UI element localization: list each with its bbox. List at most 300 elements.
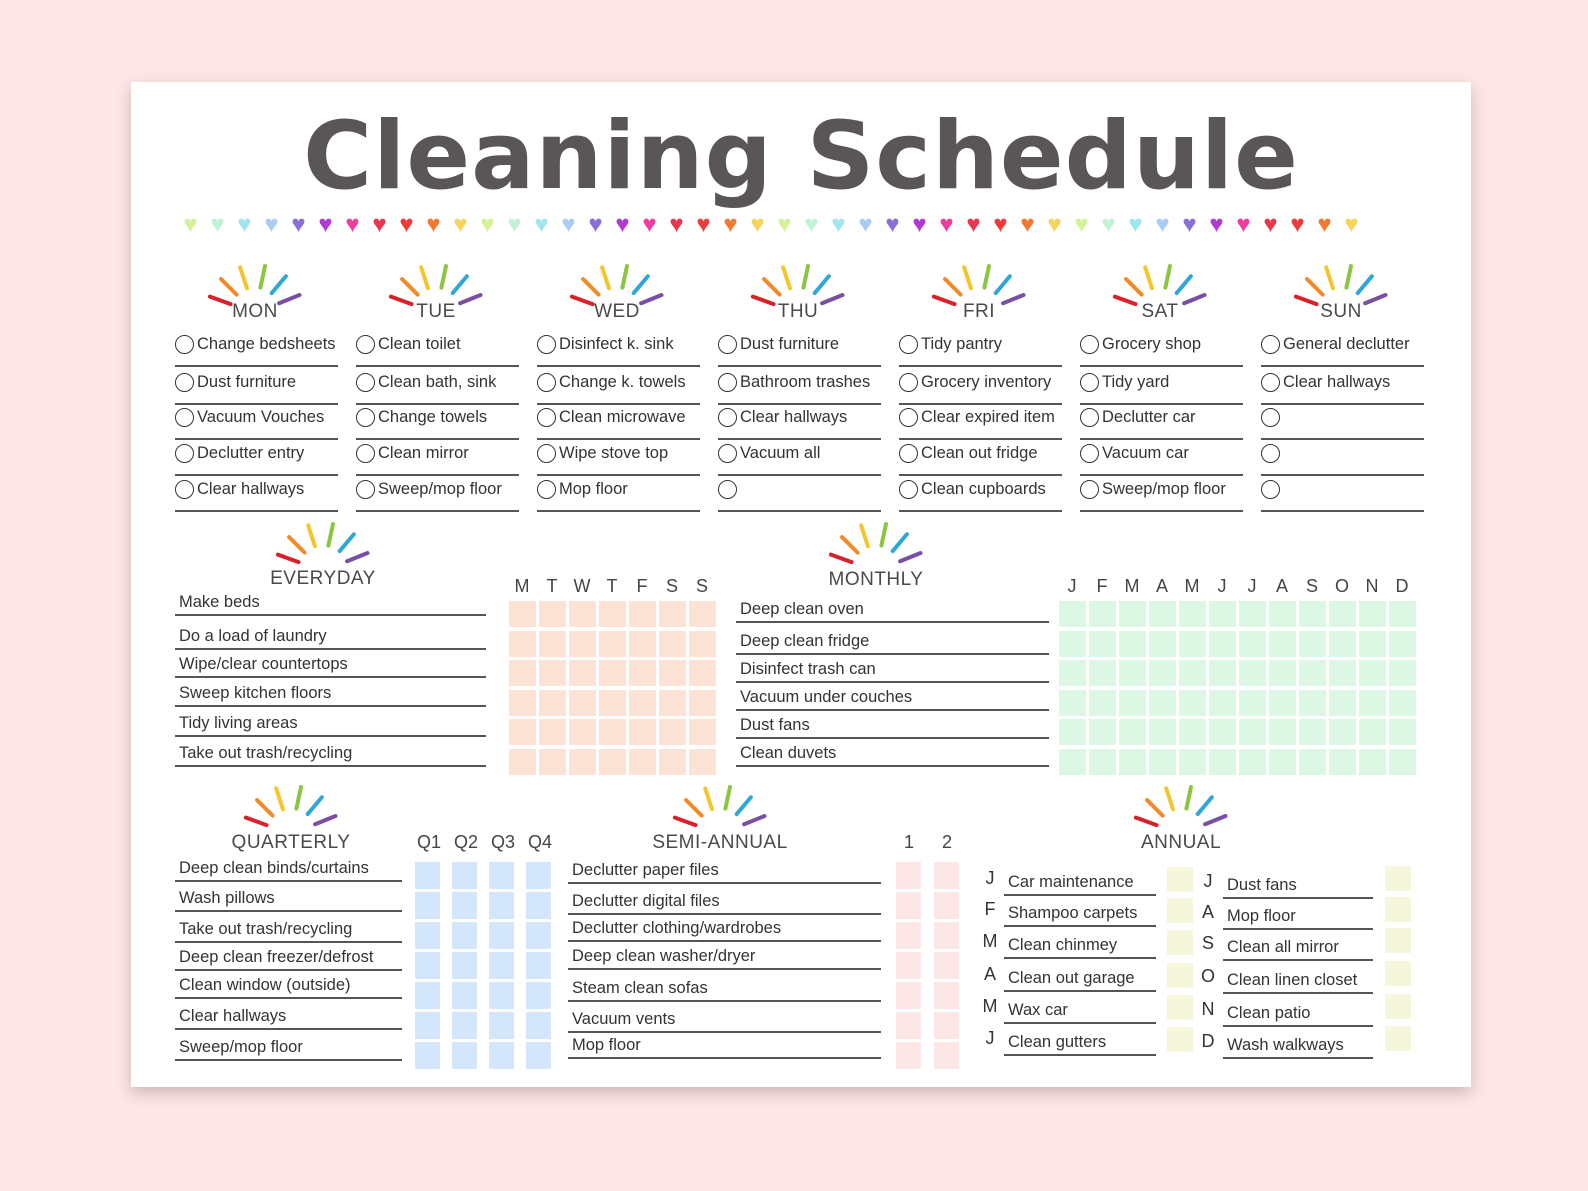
task-checkbox[interactable]	[1261, 444, 1280, 463]
quarterly-check-cell[interactable]	[489, 1042, 514, 1069]
task-checkbox[interactable]	[1261, 373, 1280, 392]
day-task-row	[356, 438, 519, 476]
rainbow-ray	[289, 537, 305, 553]
task-checkbox[interactable]	[356, 335, 375, 354]
quarterly-header: QUARTERLY	[231, 832, 351, 853]
task-checkbox[interactable]	[899, 373, 918, 392]
task-checkbox[interactable]	[537, 373, 556, 392]
quarterly-check-cell[interactable]	[452, 892, 477, 919]
monthly-check-cell[interactable]	[1209, 690, 1236, 716]
rainbow-ray	[441, 266, 446, 288]
monthly-check-cell[interactable]	[1389, 690, 1416, 716]
monthly-check-cell[interactable]	[1149, 719, 1176, 745]
task-checkbox[interactable]	[1080, 408, 1099, 427]
everyday-check-cell[interactable]	[659, 660, 686, 686]
annual-month-letter: A	[1201, 902, 1214, 922]
task-label: Deep clean washer/dryer	[572, 947, 756, 965]
rainbow-ray	[964, 267, 971, 288]
task-label: Clear hallways	[740, 408, 848, 426]
monthly-check-cell[interactable]	[1389, 660, 1416, 686]
task-checkbox[interactable]	[718, 480, 737, 499]
semiannual-check-cell[interactable]	[896, 1042, 921, 1069]
annual-check-cell[interactable]	[1385, 897, 1411, 922]
month-column-label: J	[1247, 576, 1257, 596]
task-checkbox[interactable]	[175, 444, 194, 463]
annual-check-cell[interactable]	[1385, 961, 1411, 986]
day-task-row	[899, 474, 1062, 512]
semiannual-check-cell[interactable]	[896, 952, 921, 979]
monthly-check-cell[interactable]	[1239, 660, 1266, 686]
semiannual-check-cell[interactable]	[934, 982, 959, 1009]
quarterly-check-cell[interactable]	[415, 952, 440, 979]
rainbow-ray	[1186, 787, 1191, 809]
monthly-check-cell[interactable]	[1239, 631, 1266, 657]
everyday-check-cell[interactable]	[599, 690, 626, 716]
monthly-check-cell[interactable]	[1269, 601, 1296, 627]
rainbow-ray	[783, 267, 790, 288]
monthly-check-cell[interactable]	[1149, 631, 1176, 657]
task-checkbox[interactable]	[1261, 480, 1280, 499]
task-label: Clean linen closet	[1227, 971, 1358, 989]
quarterly-check-cell[interactable]	[526, 922, 551, 949]
task-label: Tidy pantry	[921, 335, 1003, 353]
rainbow-ray	[622, 266, 627, 288]
task-checkbox[interactable]	[175, 335, 194, 354]
everyday-check-cell[interactable]	[629, 631, 656, 657]
monthly-check-cell[interactable]	[1179, 749, 1206, 775]
day-task-row	[356, 474, 519, 512]
task-label: Declutter car	[1102, 408, 1196, 426]
monthly-check-cell[interactable]	[1239, 690, 1266, 716]
rainbow-ray	[328, 524, 333, 546]
task-checkbox[interactable]	[356, 480, 375, 499]
monthly-check-cell[interactable]	[1179, 631, 1206, 657]
heart-icon: ♥	[777, 211, 792, 238]
everyday-check-cell[interactable]	[569, 719, 596, 745]
semiannual-check-cell[interactable]	[896, 1012, 921, 1039]
task-label: Clean out fridge	[921, 444, 1038, 462]
quarterly-check-cell[interactable]	[452, 952, 477, 979]
month-column-label: A	[1275, 576, 1288, 596]
monthly-check-cell[interactable]	[1269, 749, 1296, 775]
everyday-check-cell[interactable]	[509, 660, 536, 686]
day-task-row	[1080, 329, 1243, 367]
quarterly-task-row	[175, 852, 402, 882]
everyday-check-cell[interactable]	[659, 601, 686, 627]
monthly-check-cell[interactable]	[1209, 631, 1236, 657]
quarterly-check-cell[interactable]	[415, 1042, 440, 1069]
monthly-check-cell[interactable]	[1329, 749, 1356, 775]
task-checkbox[interactable]	[718, 335, 737, 354]
semiannual-check-cell[interactable]	[896, 892, 921, 919]
semiannual-check-cell[interactable]	[896, 922, 921, 949]
monthly-check-cell[interactable]	[1149, 601, 1176, 627]
semiannual-check-cell[interactable]	[934, 1012, 959, 1039]
quarterly-check-cell[interactable]	[526, 862, 551, 889]
monthly-check-cell[interactable]	[1089, 660, 1116, 686]
heart-icon: ♥	[561, 211, 576, 238]
everyday-check-cell[interactable]	[629, 601, 656, 627]
quarterly-check-cell[interactable]	[452, 1042, 477, 1069]
task-label: Mop floor	[1227, 907, 1296, 925]
everyday-check-cell[interactable]	[599, 660, 626, 686]
annual-month-letter: A	[983, 964, 996, 984]
everyday-check-cell[interactable]	[569, 690, 596, 716]
page-title: Cleaning Schedule	[303, 102, 1299, 211]
heart-icon: ♥	[669, 211, 684, 238]
everyday-check-cell[interactable]	[689, 631, 716, 657]
semiannual-check-cell[interactable]	[934, 892, 959, 919]
heart-icon: ♥	[642, 211, 657, 238]
everyday-check-cell[interactable]	[539, 601, 566, 627]
monthly-check-cell[interactable]	[1059, 601, 1086, 627]
everyday-check-cell[interactable]	[689, 601, 716, 627]
monthly-check-cell[interactable]	[1059, 660, 1086, 686]
monthly-check-cell[interactable]	[1299, 601, 1326, 627]
annual-check-cell[interactable]	[1167, 1027, 1193, 1052]
monthly-check-cell[interactable]	[1359, 690, 1386, 716]
task-checkbox[interactable]	[1261, 408, 1280, 427]
day-task-row	[718, 438, 881, 476]
day-task-row	[718, 402, 881, 440]
monthly-check-cell[interactable]	[1119, 749, 1146, 775]
monthly-check-cell[interactable]	[1329, 631, 1356, 657]
task-checkbox[interactable]	[356, 408, 375, 427]
quarterly-check-cell[interactable]	[526, 892, 551, 919]
task-checkbox[interactable]	[356, 444, 375, 463]
day-header-mon: MON	[232, 301, 278, 322]
task-checkbox[interactable]	[1080, 335, 1099, 354]
rainbow-ray	[453, 276, 467, 293]
task-checkbox[interactable]	[537, 408, 556, 427]
monthly-check-cell[interactable]	[1359, 601, 1386, 627]
heart-icon: ♥	[858, 211, 873, 238]
everyday-check-cell[interactable]	[569, 660, 596, 686]
everyday-check-cell[interactable]	[689, 660, 716, 686]
annual-task-row	[1004, 1026, 1156, 1056]
day-task-row	[718, 474, 881, 512]
monthly-check-cell[interactable]	[1389, 749, 1416, 775]
day-task-row	[1080, 367, 1243, 405]
semiannual-header: SEMI-ANNUAL	[652, 832, 788, 853]
annual-check-cell[interactable]	[1167, 963, 1193, 988]
annual-check-cell[interactable]	[1385, 928, 1411, 953]
weekday-column-label: T	[546, 576, 558, 596]
rainbow-burst-icon	[236, 780, 346, 828]
task-label: Disinfect trash can	[740, 660, 876, 678]
monthly-check-cell[interactable]	[1059, 719, 1086, 745]
task-label: Dust fans	[1227, 876, 1297, 894]
heart-icon: ♥	[264, 211, 279, 238]
quarterly-check-cell[interactable]	[489, 982, 514, 1009]
rainbow-ray	[803, 266, 808, 288]
monthly-task-row	[736, 681, 1049, 711]
monthly-check-cell[interactable]	[1359, 631, 1386, 657]
annual-month-letter: M	[982, 931, 998, 951]
monthly-check-cell[interactable]	[1269, 631, 1296, 657]
task-checkbox[interactable]	[899, 480, 918, 499]
monthly-check-cell[interactable]	[1359, 749, 1386, 775]
day-task-row	[899, 367, 1062, 405]
monthly-check-cell[interactable]	[1119, 601, 1146, 627]
monthly-check-cell[interactable]	[1329, 719, 1356, 745]
annual-check-cell[interactable]	[1385, 1026, 1411, 1051]
monthly-check-cell[interactable]	[1119, 660, 1146, 686]
annual-check-cell[interactable]	[1167, 930, 1193, 955]
everyday-check-cell[interactable]	[509, 631, 536, 657]
annual-check-cell[interactable]	[1385, 994, 1411, 1019]
semiannual-check-cell[interactable]	[934, 922, 959, 949]
monthly-check-cell[interactable]	[1209, 749, 1236, 775]
task-checkbox[interactable]	[175, 480, 194, 499]
everyday-check-cell[interactable]	[599, 719, 626, 745]
heart-icon: ♥	[588, 211, 603, 238]
quarterly-check-cell[interactable]	[489, 862, 514, 889]
monthly-check-cell[interactable]	[1389, 601, 1416, 627]
month-column-label: M	[1124, 576, 1140, 596]
monthly-check-cell[interactable]	[1269, 719, 1296, 745]
monthly-check-cell[interactable]	[1089, 690, 1116, 716]
task-checkbox[interactable]	[1261, 335, 1280, 354]
quarterly-check-cell[interactable]	[452, 982, 477, 1009]
everyday-check-cell[interactable]	[539, 631, 566, 657]
quarterly-check-cell[interactable]	[526, 982, 551, 1009]
task-label: Deep clean oven	[740, 600, 864, 618]
monthly-check-cell[interactable]	[1329, 601, 1356, 627]
everyday-check-cell[interactable]	[509, 719, 536, 745]
monthly-check-cell[interactable]	[1149, 660, 1176, 686]
rainbow-ray	[1177, 276, 1191, 293]
monthly-check-cell[interactable]	[1179, 601, 1206, 627]
everyday-check-cell[interactable]	[689, 749, 716, 775]
everyday-check-cell[interactable]	[539, 660, 566, 686]
quarter-column-label: Q3	[490, 832, 515, 852]
task-label: Car maintenance	[1008, 873, 1134, 891]
task-checkbox[interactable]	[356, 373, 375, 392]
rainbow-ray	[278, 555, 299, 563]
rainbow-ray	[1346, 266, 1351, 288]
everyday-check-cell[interactable]	[629, 749, 656, 775]
weekday-column-label: F	[636, 576, 648, 596]
weekday-column-label: S	[695, 576, 708, 596]
quarterly-check-cell[interactable]	[415, 1012, 440, 1039]
monthly-check-cell[interactable]	[1179, 690, 1206, 716]
everyday-check-cell[interactable]	[569, 749, 596, 775]
quarterly-check-cell[interactable]	[415, 922, 440, 949]
weekday-column-label: W	[573, 576, 591, 596]
monthly-check-cell[interactable]	[1149, 749, 1176, 775]
semiannual-check-cell[interactable]	[934, 952, 959, 979]
task-checkbox[interactable]	[718, 444, 737, 463]
monthly-check-cell[interactable]	[1299, 660, 1326, 686]
monthly-check-cell[interactable]	[1209, 660, 1236, 686]
task-checkbox[interactable]	[537, 444, 556, 463]
quarterly-check-cell[interactable]	[526, 952, 551, 979]
monthly-check-cell[interactable]	[1239, 601, 1266, 627]
everyday-check-cell[interactable]	[539, 749, 566, 775]
task-label: Disinfect k. sink	[559, 335, 674, 353]
task-checkbox[interactable]	[718, 373, 737, 392]
monthly-check-cell[interactable]	[1269, 660, 1296, 686]
everyday-check-cell[interactable]	[569, 601, 596, 627]
heart-icon: ♥	[480, 211, 495, 238]
monthly-check-cell[interactable]	[1209, 719, 1236, 745]
monthly-check-cell[interactable]	[1119, 719, 1146, 745]
annual-check-cell[interactable]	[1385, 866, 1411, 891]
rainbow-ray	[347, 553, 367, 561]
monthly-check-cell[interactable]	[1059, 749, 1086, 775]
monthly-check-cell[interactable]	[1329, 660, 1356, 686]
semiannual-check-cell[interactable]	[934, 862, 959, 889]
everyday-check-cell[interactable]	[539, 690, 566, 716]
task-checkbox[interactable]	[1080, 444, 1099, 463]
month-column-label: F	[1096, 576, 1108, 596]
monthly-check-cell[interactable]	[1089, 749, 1116, 775]
monthly-check-cell[interactable]	[1089, 601, 1116, 627]
rainbow-ray	[1126, 279, 1142, 295]
annual-month-letter: S	[1201, 933, 1214, 953]
everyday-check-cell[interactable]	[599, 601, 626, 627]
everyday-check-cell[interactable]	[629, 690, 656, 716]
monthly-check-cell[interactable]	[1119, 631, 1146, 657]
annual-check-cell[interactable]	[1167, 867, 1193, 892]
quarterly-check-cell[interactable]	[415, 862, 440, 889]
quarterly-check-cell[interactable]	[452, 862, 477, 889]
quarterly-check-cell[interactable]	[415, 892, 440, 919]
heart-icon: ♥	[1155, 211, 1170, 238]
monthly-check-cell[interactable]	[1299, 749, 1326, 775]
everyday-check-cell[interactable]	[659, 719, 686, 745]
task-label: Dust furniture	[740, 335, 840, 353]
everyday-task-row	[175, 648, 486, 678]
monthly-check-cell[interactable]	[1089, 719, 1116, 745]
rainbow-ray	[815, 276, 829, 293]
monthly-check-cell[interactable]	[1389, 631, 1416, 657]
everyday-check-cell[interactable]	[659, 690, 686, 716]
annual-check-cell[interactable]	[1167, 995, 1193, 1020]
everyday-check-cell[interactable]	[599, 749, 626, 775]
rainbow-ray	[257, 800, 273, 816]
task-label: Do a load of laundry	[179, 627, 327, 645]
monthly-check-cell[interactable]	[1299, 631, 1326, 657]
monthly-check-cell[interactable]	[1359, 719, 1386, 745]
monthly-check-cell[interactable]	[1299, 719, 1326, 745]
quarterly-check-cell[interactable]	[452, 1012, 477, 1039]
task-checkbox[interactable]	[537, 335, 556, 354]
month-column-label: D	[1395, 576, 1409, 596]
monthly-check-cell[interactable]	[1179, 719, 1206, 745]
annual-task-row	[1223, 1029, 1373, 1059]
rainbow-ray	[705, 788, 712, 809]
monthly-check-cell[interactable]	[1239, 749, 1266, 775]
rainbow-ray	[984, 266, 989, 288]
heart-icon: ♥	[993, 211, 1008, 238]
heart-icon: ♥	[885, 211, 900, 238]
quarterly-check-cell[interactable]	[489, 1012, 514, 1039]
monthly-check-cell[interactable]	[1359, 660, 1386, 686]
heart-icon: ♥	[750, 211, 765, 238]
monthly-check-cell[interactable]	[1389, 719, 1416, 745]
semiannual-check-cell[interactable]	[934, 1042, 959, 1069]
monthly-task-row	[736, 737, 1049, 767]
monthly-check-cell[interactable]	[1149, 690, 1176, 716]
task-label: Bathroom trashes	[740, 373, 871, 391]
monthly-task-row	[736, 625, 1049, 655]
quarterly-check-cell[interactable]	[526, 1042, 551, 1069]
monthly-check-cell[interactable]	[1179, 660, 1206, 686]
everyday-check-cell[interactable]	[539, 719, 566, 745]
everyday-check-cell[interactable]	[689, 690, 716, 716]
annual-check-cell[interactable]	[1167, 898, 1193, 923]
monthly-check-cell[interactable]	[1269, 690, 1296, 716]
annual-month-letter: O	[1200, 966, 1215, 986]
rainbow-ray	[893, 534, 907, 551]
monthly-check-cell[interactable]	[1119, 690, 1146, 716]
everyday-check-cell[interactable]	[599, 631, 626, 657]
task-checkbox[interactable]	[537, 480, 556, 499]
heart-icon: ♥	[399, 211, 414, 238]
semiannual-check-cell[interactable]	[896, 982, 921, 1009]
quarterly-check-cell[interactable]	[526, 1012, 551, 1039]
heart-icon: ♥	[1290, 211, 1305, 238]
monthly-check-cell[interactable]	[1239, 719, 1266, 745]
heart-icon: ♥	[831, 211, 846, 238]
day-task-row	[1261, 367, 1424, 405]
task-checkbox[interactable]	[899, 335, 918, 354]
quarterly-check-cell[interactable]	[489, 952, 514, 979]
quarterly-check-cell[interactable]	[415, 982, 440, 1009]
everyday-check-cell[interactable]	[509, 749, 536, 775]
everyday-check-cell[interactable]	[509, 601, 536, 627]
task-checkbox[interactable]	[1080, 373, 1099, 392]
task-checkbox[interactable]	[899, 408, 918, 427]
everyday-check-cell[interactable]	[569, 631, 596, 657]
heart-icon: ♥	[426, 211, 441, 238]
task-checkbox[interactable]	[718, 408, 737, 427]
monthly-check-cell[interactable]	[1329, 690, 1356, 716]
monthly-check-cell[interactable]	[1209, 601, 1236, 627]
semiannual-task-row	[568, 940, 881, 970]
semiannual-check-cell[interactable]	[896, 862, 921, 889]
monthly-check-cell[interactable]	[1059, 631, 1086, 657]
task-label: Vacuum Vouches	[197, 408, 325, 426]
everyday-check-cell[interactable]	[689, 719, 716, 745]
task-label: Vacuum under couches	[740, 688, 913, 706]
cleaning-schedule-sheet	[131, 82, 1471, 1087]
quarterly-check-cell[interactable]	[489, 892, 514, 919]
day-task-row	[175, 367, 338, 405]
month-column-label: O	[1334, 576, 1349, 596]
task-label: Declutter clothing/wardrobes	[572, 919, 782, 937]
monthly-check-cell[interactable]	[1089, 631, 1116, 657]
task-checkbox[interactable]	[175, 373, 194, 392]
monthly-check-cell[interactable]	[1299, 690, 1326, 716]
everyday-check-cell[interactable]	[629, 719, 656, 745]
quarterly-check-cell[interactable]	[489, 922, 514, 949]
task-checkbox[interactable]	[175, 408, 194, 427]
task-label: Wash walkways	[1227, 1036, 1344, 1054]
everyday-check-cell[interactable]	[659, 631, 686, 657]
monthly-check-cell[interactable]	[1059, 690, 1086, 716]
everyday-check-cell[interactable]	[659, 749, 686, 775]
quarterly-check-cell[interactable]	[452, 922, 477, 949]
everyday-check-cell[interactable]	[509, 690, 536, 716]
task-label: Deep clean fridge	[740, 632, 870, 650]
everyday-check-cell[interactable]	[629, 660, 656, 686]
heart-icon: ♥	[723, 211, 738, 238]
task-checkbox[interactable]	[899, 444, 918, 463]
task-checkbox[interactable]	[1080, 480, 1099, 499]
